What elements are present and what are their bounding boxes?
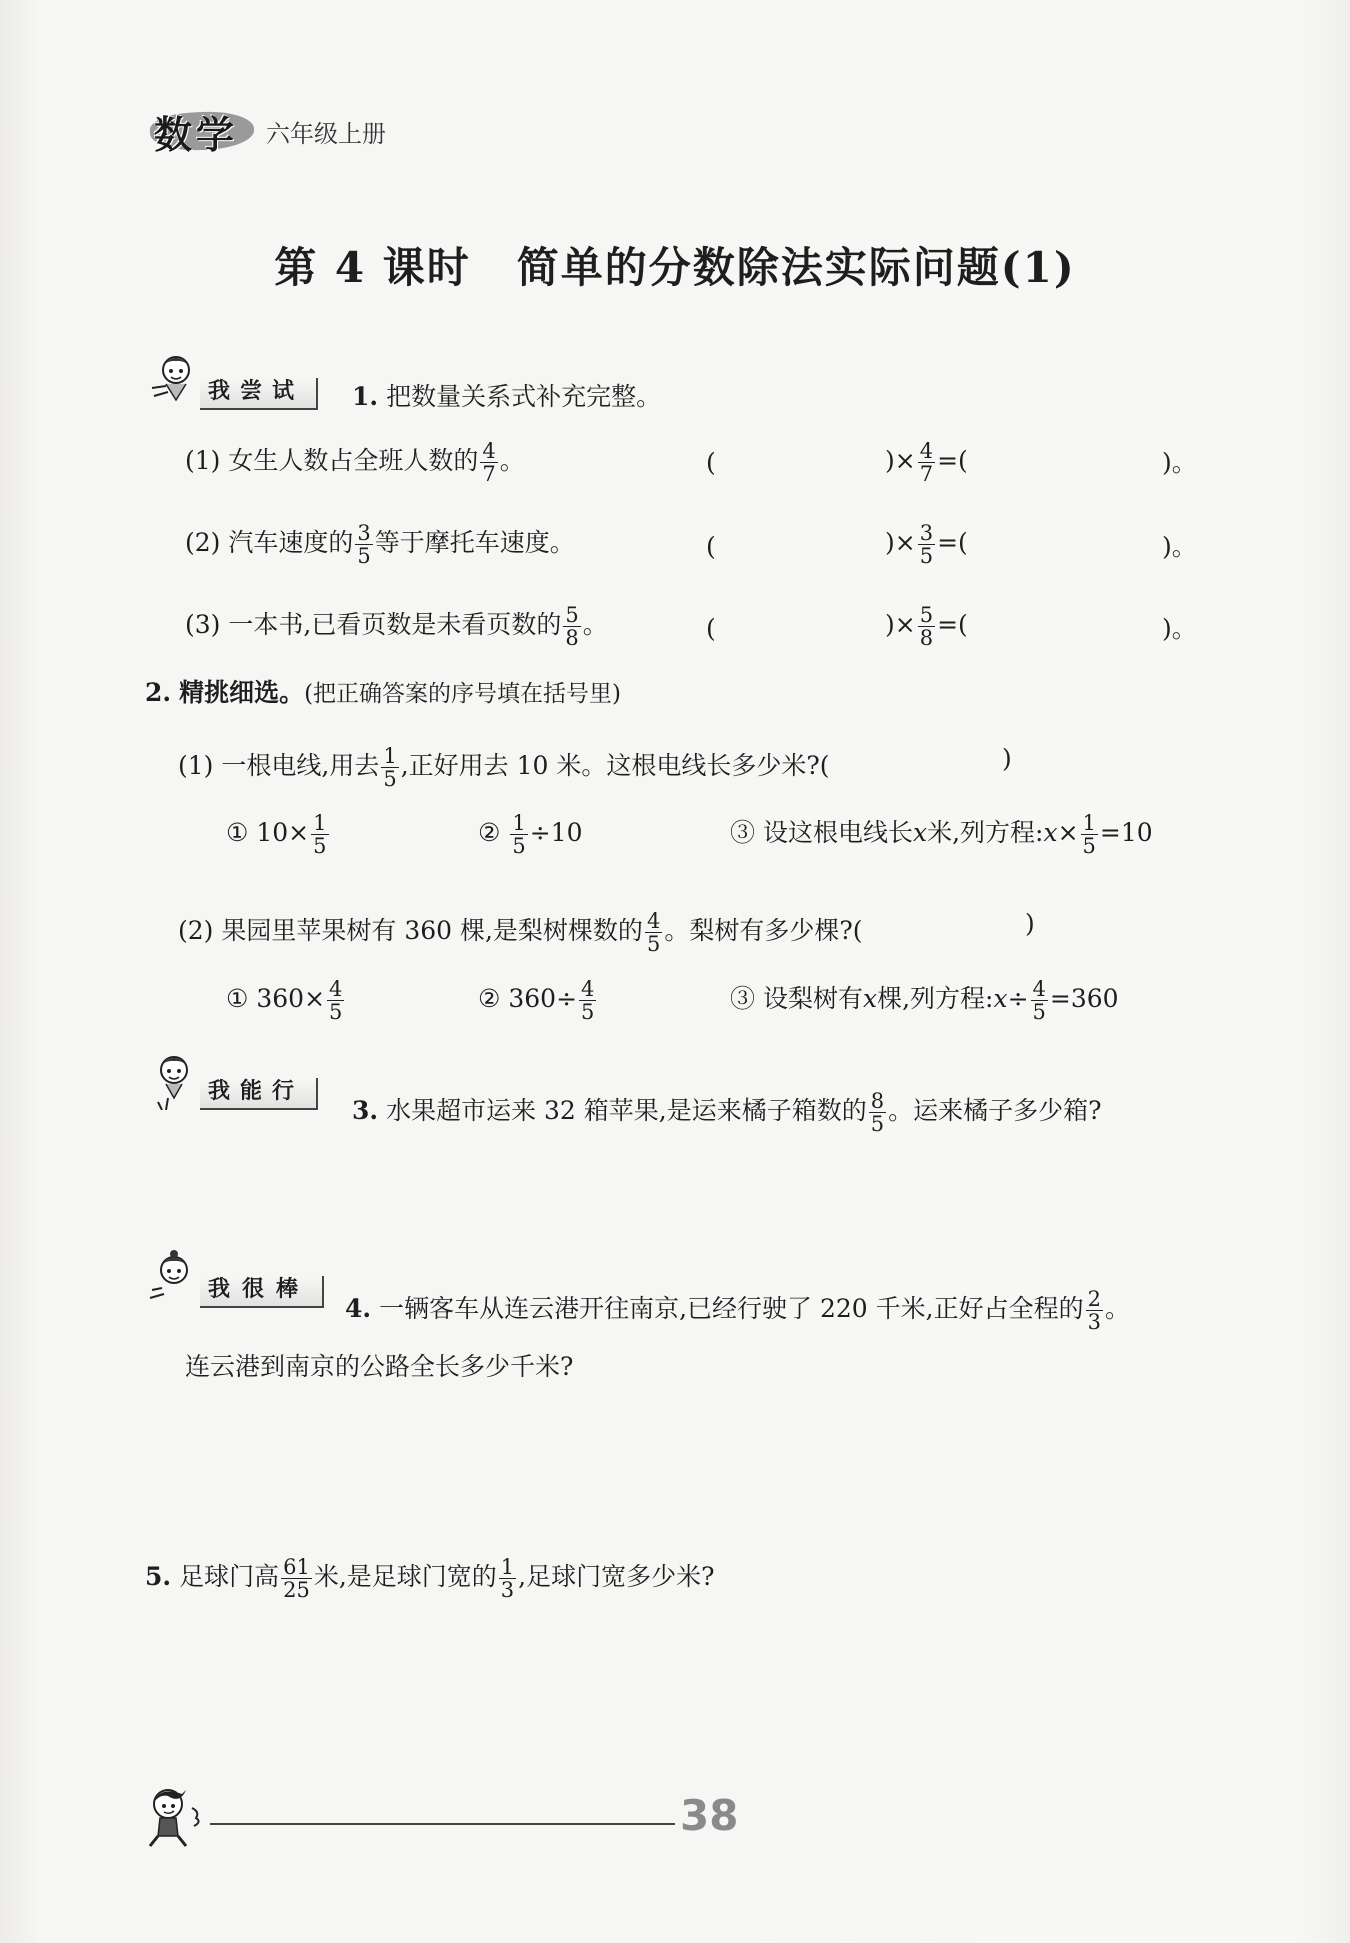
q1-formula-2: )× $\frac{3}{5}$ =(: [885, 521, 968, 569]
section-label-try: 我尝试: [200, 378, 318, 410]
girl-mascot-icon: [148, 1052, 200, 1110]
q1-item-3: (3) 一本书,已看页数是未看页数的 $\frac{5}{8}$ 。: [185, 603, 608, 651]
q2-p1-option-2[interactable]: ② $\frac{1}{5}$ ÷10: [478, 811, 583, 859]
q4-text-line2: 连云港到南京的公路全长多少千米?: [185, 1352, 574, 1381]
q2-hint: (把正确答案的序号填在括号里): [304, 681, 622, 707]
q2-p1-option-1[interactable]: ① 10× $\frac{1}{5}$: [226, 811, 327, 859]
q1-blank-2b[interactable]: )。: [1162, 532, 1197, 561]
boy-mascot-icon: [140, 1782, 210, 1852]
q1-blank-2a[interactable]: (: [706, 532, 716, 561]
q1-item-1: (1) 女生人数占全班人数的 $\frac{4}{7}$ 。: [185, 439, 525, 487]
q1-formula-3: )× $\frac{5}{8}$ =(: [885, 603, 968, 651]
q1-blank-3b[interactable]: )。: [1162, 614, 1197, 643]
page-number: 38: [680, 1791, 739, 1840]
q1-formula-1: )× $\frac{4}{7}$ =(: [885, 439, 968, 487]
q1-text: 把数量关系式补充完整。: [386, 382, 662, 411]
q1-stem: [352, 384, 661, 409]
q2-p2-option-3[interactable]: ③ 设梨树有x棵,列方程:x÷ $\frac{4}{5}$ =360: [730, 977, 1119, 1025]
q3-text: 3. 水果超市运来 32 箱苹果,是运来橘子箱数的 $\frac{8}{5}$ 。运来橘子多少箱?: [352, 1089, 1102, 1137]
q2-part-2: (2) 果园里苹果树有 360 棵,是梨树棵数的 $\frac{4}{5}$ 。梨树有多少棵?(: [178, 909, 863, 957]
grade-label: 六年级上册: [266, 120, 386, 148]
footer-rule: [210, 1823, 675, 1825]
section-label-can: 我能行: [200, 1078, 318, 1110]
q2-part-1: (1) 一根电线,用去 $\frac{1}{5}$ ,正好用去 10 米。这根电线长多少米?(: [178, 744, 830, 792]
girl-mascot-icon: [148, 352, 200, 410]
q2-p2-option-2[interactable]: ② 360÷ $\frac{4}{5}$: [478, 977, 595, 1025]
girl-mascot-icon: [148, 1250, 200, 1308]
lesson-topic: 简单的分数除法实际问题(1): [516, 243, 1076, 292]
q2-p2-option-1[interactable]: ① 360× $\frac{4}{5}$: [226, 977, 343, 1025]
q1-number: 1.: [352, 382, 379, 411]
q5-text: 5. 足球门高 $\frac{61}{25}$ 米,是足球门宽的 $\frac{1}{3}$ ,足球门宽多少米?: [145, 1555, 715, 1603]
lesson-number: 第 4 课时: [274, 243, 471, 292]
lesson-title: [0, 235, 1350, 295]
fraction: $\frac{4}{7}$: [482, 439, 496, 487]
subject-logo: [148, 104, 260, 157]
section-label-great: 我很棒: [200, 1276, 324, 1308]
q2-answer-blank-1[interactable]: ): [1002, 744, 1012, 773]
q1-blank-3a[interactable]: (: [706, 614, 716, 643]
subject-label: 数学: [154, 113, 239, 157]
q1-blank-1a[interactable]: (: [706, 448, 716, 477]
q2-stem: 2. 精挑细选。(把正确答案的序号填在括号里): [145, 678, 622, 707]
q4-text: 4. 一辆客车从连云港开往南京,已经行驶了 220 千米,正好占全程的 $\frac{2}{3}$ 。: [345, 1287, 1130, 1335]
q2-p1-option-3[interactable]: ③ 设这根电线长x米,列方程:x× $\frac{1}{5}$ =10: [730, 811, 1153, 859]
q1-item-2: (2) 汽车速度的 $\frac{3}{5}$ 等于摩托车速度。: [185, 521, 575, 569]
q2-answer-blank-2[interactable]: ): [1025, 909, 1035, 938]
q1-blank-1b[interactable]: )。: [1162, 448, 1197, 477]
